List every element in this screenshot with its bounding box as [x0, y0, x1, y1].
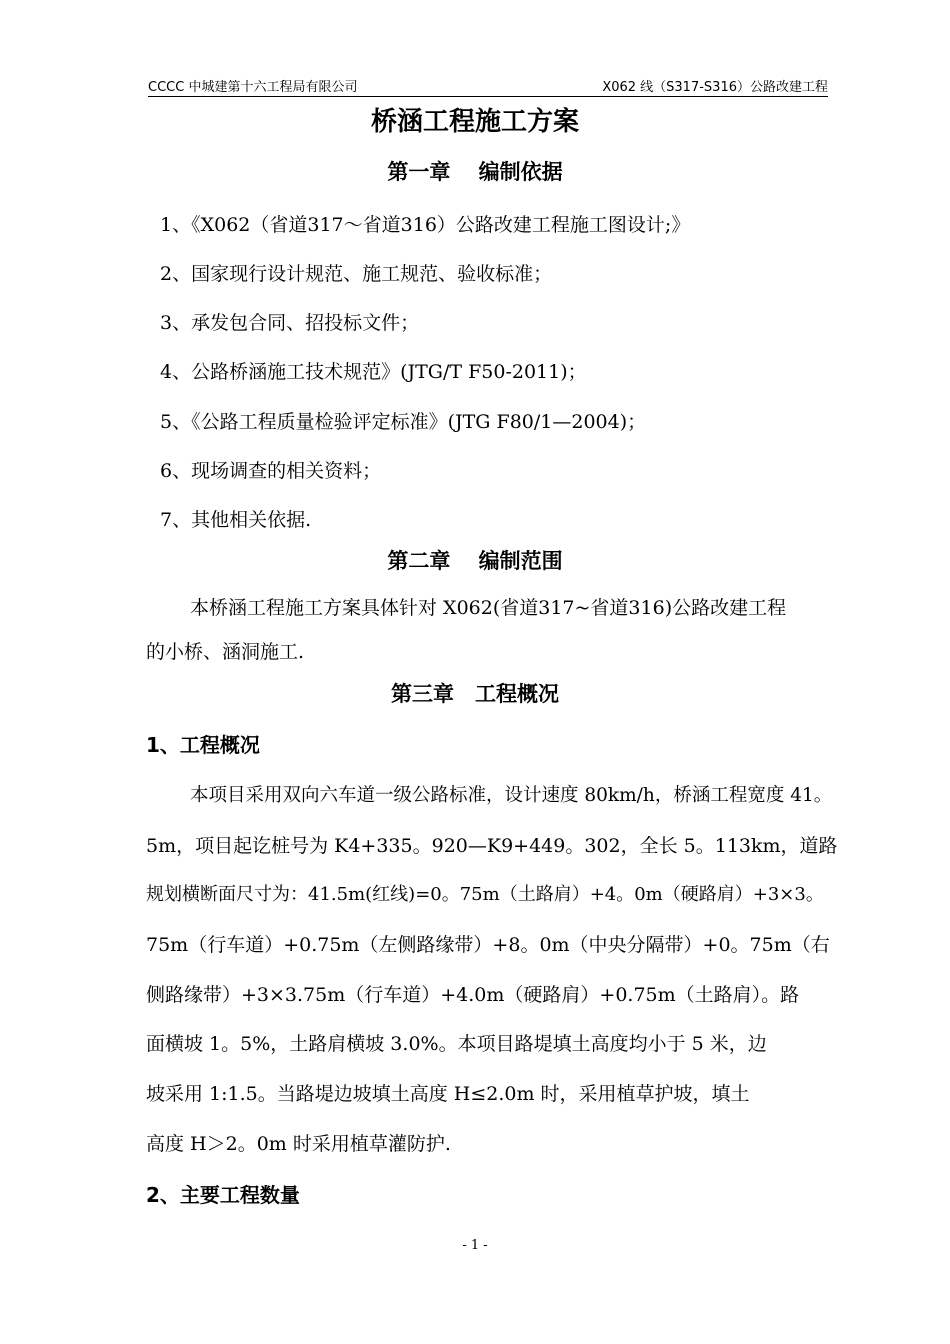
page-header: [148, 74, 828, 97]
chapter1-heading: 第一章 编制依据: [387, 160, 563, 184]
chapter2-heading: 第二章 编制范围: [387, 549, 563, 573]
section1-line-2: 5m，项目起讫桩号为 K4+335。920—K9+449。302，全长 5。113km，道路: [146, 835, 838, 857]
chapter1-item-4: 4、公路桥涵施工技术规范》(JTG/T F50-2011)；: [160, 361, 587, 383]
header-project: X062 线（S317-S316）公路改建工程: [602, 80, 828, 95]
document-title: 桥涵工程施工方案: [370, 107, 579, 137]
section1-line-4: 75m（行车道）+0.75m（左侧路缘带）+8。0m（中央分隔带）+0。75m（右: [146, 934, 830, 956]
chapter3-heading: 第三章 工程概况: [391, 682, 559, 706]
section1-line-6: 面横坡 1。5%，土路肩横坡 3.0%。本项目路堤填土高度均小于 5 米，边: [146, 1033, 767, 1055]
section1-line-3: 规划横断面尺寸为：41.5m(红线)=0。75m（土路肩）+4。0m（硬路肩）+3×3。: [146, 884, 824, 905]
page-number: - 1 -: [462, 1238, 488, 1253]
section1-line-1: 本项目采用双向六车道一级公路标准，设计速度 80km/h，桥涵工程宽度 41。: [190, 785, 833, 806]
header-company: CCCC 中城建第十六工程局有限公司: [148, 80, 358, 95]
chapter1-item-5: 5、《公路工程质量检验评定标准》(JTG F80/1—2004)；: [160, 411, 647, 433]
chapter1-item-6: 6、现场调查的相关资料；: [160, 460, 382, 482]
chapter2-line-1: 本桥涵工程施工方案具体针对 X062(省道317~省道316)公路改建工程: [190, 597, 787, 619]
section2-heading: 2、主要工程数量: [146, 1183, 300, 1207]
chapter1-item-1: 1、《X062（省道317～省道316）公路改建工程施工图设计;》: [160, 214, 691, 236]
chapter1-item-3: 3、承发包合同、招投标文件；: [160, 312, 420, 334]
chapter1-item-7: 7、其他相关依据.: [160, 509, 312, 531]
section1-heading: 1、工程概况: [146, 733, 260, 757]
section1-line-7: 坡采用 1:1.5。当路堤边坡填土高度 H≤2.0m 时，采用植草护坡，填土: [146, 1083, 750, 1105]
section1-line-5: 侧路缘带）+3×3.75m（行车道）+4.0m（硬路肩）+0.75m（土路肩）。路: [146, 984, 800, 1006]
chapter2-line-2: 的小桥、涵洞施工.: [146, 641, 305, 663]
chapter1-item-2: 2、国家现行设计规范、施工规范、验收标准；: [160, 263, 553, 285]
section1-line-8: 高度 H＞2。0m 时采用植草灌防护.: [146, 1133, 451, 1155]
